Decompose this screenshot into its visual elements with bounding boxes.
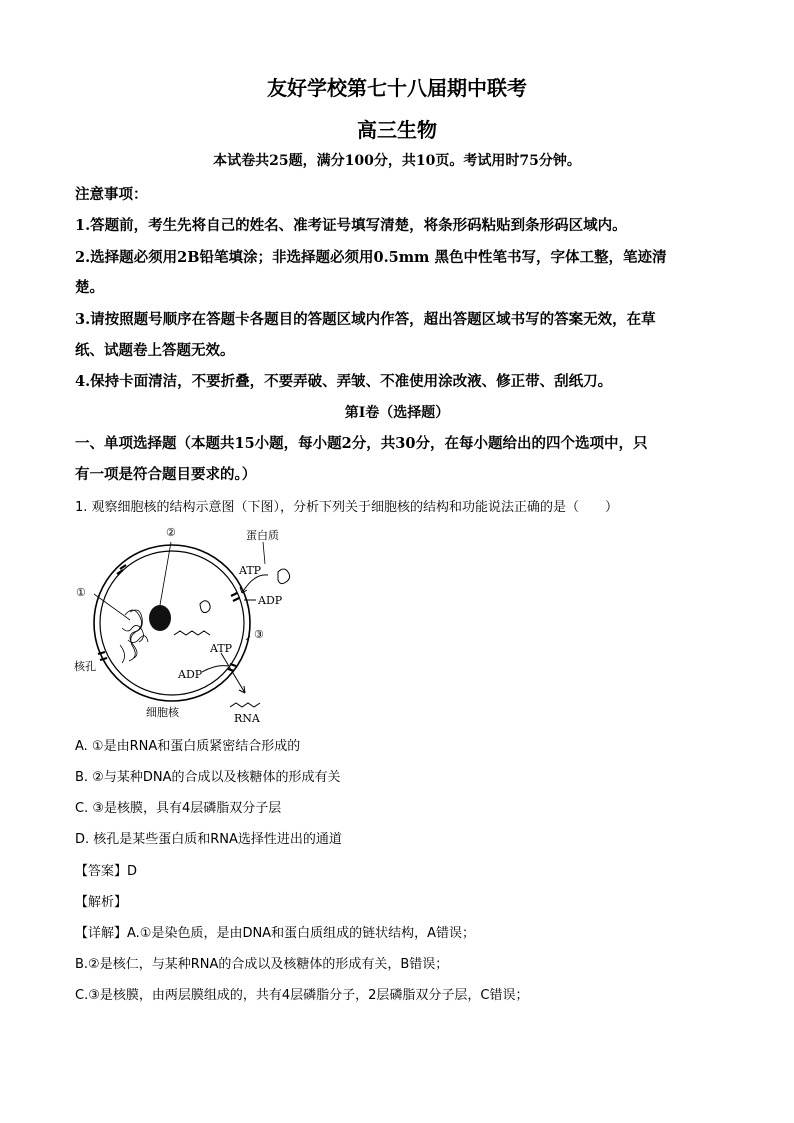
nuclear-envelope-inner — [100, 551, 244, 695]
label-nucleus: 细胞核 — [146, 706, 179, 719]
label-3: ③ — [254, 628, 264, 641]
label-adp-top: ADP — [258, 594, 283, 607]
analysis-a: 【详解】A.①是染色质，是由DNA和蛋白质组成的链状结构，A错误； — [75, 926, 475, 941]
label-adp-bottom: ADP — [178, 668, 203, 681]
label-atp-top: ATP — [239, 564, 262, 577]
analysis-b: B.②是核仁，与某种RNA的合成以及核糖体的形成有关，B错误； — [75, 957, 449, 972]
notice-heading: 注意事项： — [75, 186, 148, 203]
label-protein: 蛋白质 — [246, 529, 279, 542]
option-c: C. ③是核膜，具有4层磷脂双分子层 — [75, 801, 282, 816]
chromatin — [120, 610, 148, 663]
label-2: ② — [166, 526, 176, 539]
volume-title: 第I卷（选择题） — [344, 405, 450, 421]
protein-blob-2 — [200, 601, 210, 613]
option-b: B. ②与某种DNA的合成以及核糖体的形成有关 — [75, 770, 341, 785]
subject-title: 高三生物 — [357, 118, 437, 142]
notice-item-4: 4.保持卡面清洁，不要折叠，不要弄破、弄皱、不准使用涂改液、修正带、刮纸刀。 — [75, 373, 613, 390]
nuclear-envelope-outer — [94, 545, 250, 701]
part-heading: 一、单项选择题（本题共15小题，每小题2分，共30分，在每小题给出的四个选项中，只 — [75, 435, 648, 452]
analysis-heading: 【解析】 — [75, 895, 128, 910]
label-rna: RNA — [234, 712, 260, 725]
nucleus-diagram — [70, 520, 300, 725]
label-1: ① — [76, 586, 86, 599]
part-heading-cont: 有一项是符合题目要求的。） — [75, 466, 257, 483]
notice-item-3-cont: 纸、试题卷上答题无效。 — [75, 342, 235, 359]
rna-inside — [174, 631, 210, 635]
rna-outside — [230, 703, 260, 707]
option-a: A. ①是由RNA和蛋白质紧密结合形成的 — [75, 739, 301, 754]
label-pore: 核孔 — [74, 660, 96, 673]
notice-item-3: 3.请按照题号顺序在答题卡各题目的答题区域内作答，超出答题区域书写的答案无效，在草 — [75, 311, 656, 328]
nucleolus — [149, 605, 171, 631]
label-atp-bottom: ATP — [210, 642, 233, 655]
notice-item-2-cont: 楚。 — [75, 279, 104, 296]
exam-title: 友好学校第七十八届期中联考 — [267, 76, 527, 100]
notice-item-2: 2.选择题必须用2B铅笔填涂；非选择题必须用0.5mm 黑色中性笔书写，字体工整，笔迹清 — [75, 249, 667, 266]
answer: 【答案】D — [75, 864, 138, 879]
label-leaders — [94, 542, 265, 640]
option-d: D. 核孔是某些蛋白质和RNA选择性进出的通道 — [75, 832, 342, 847]
analysis-c: C.③是核膜，由两层膜组成的，共有4层磷脂分子，2层磷脂双分子层，C错误； — [75, 988, 529, 1003]
protein-blob-1 — [278, 569, 290, 584]
question-1-stem: 1. 观察细胞核的结构示意图（下图），分析下列关于细胞核的结构和功能说法正确的是（ ） — [75, 500, 619, 515]
notice-item-1: 1.答题前，考生先将自己的姓名、准考证号填写清楚，将条形码粘贴到条形码区域内。 — [75, 217, 627, 234]
exam-info: 本试卷共25题，满分100分，共10页。考试用时75分钟。 — [213, 153, 581, 169]
